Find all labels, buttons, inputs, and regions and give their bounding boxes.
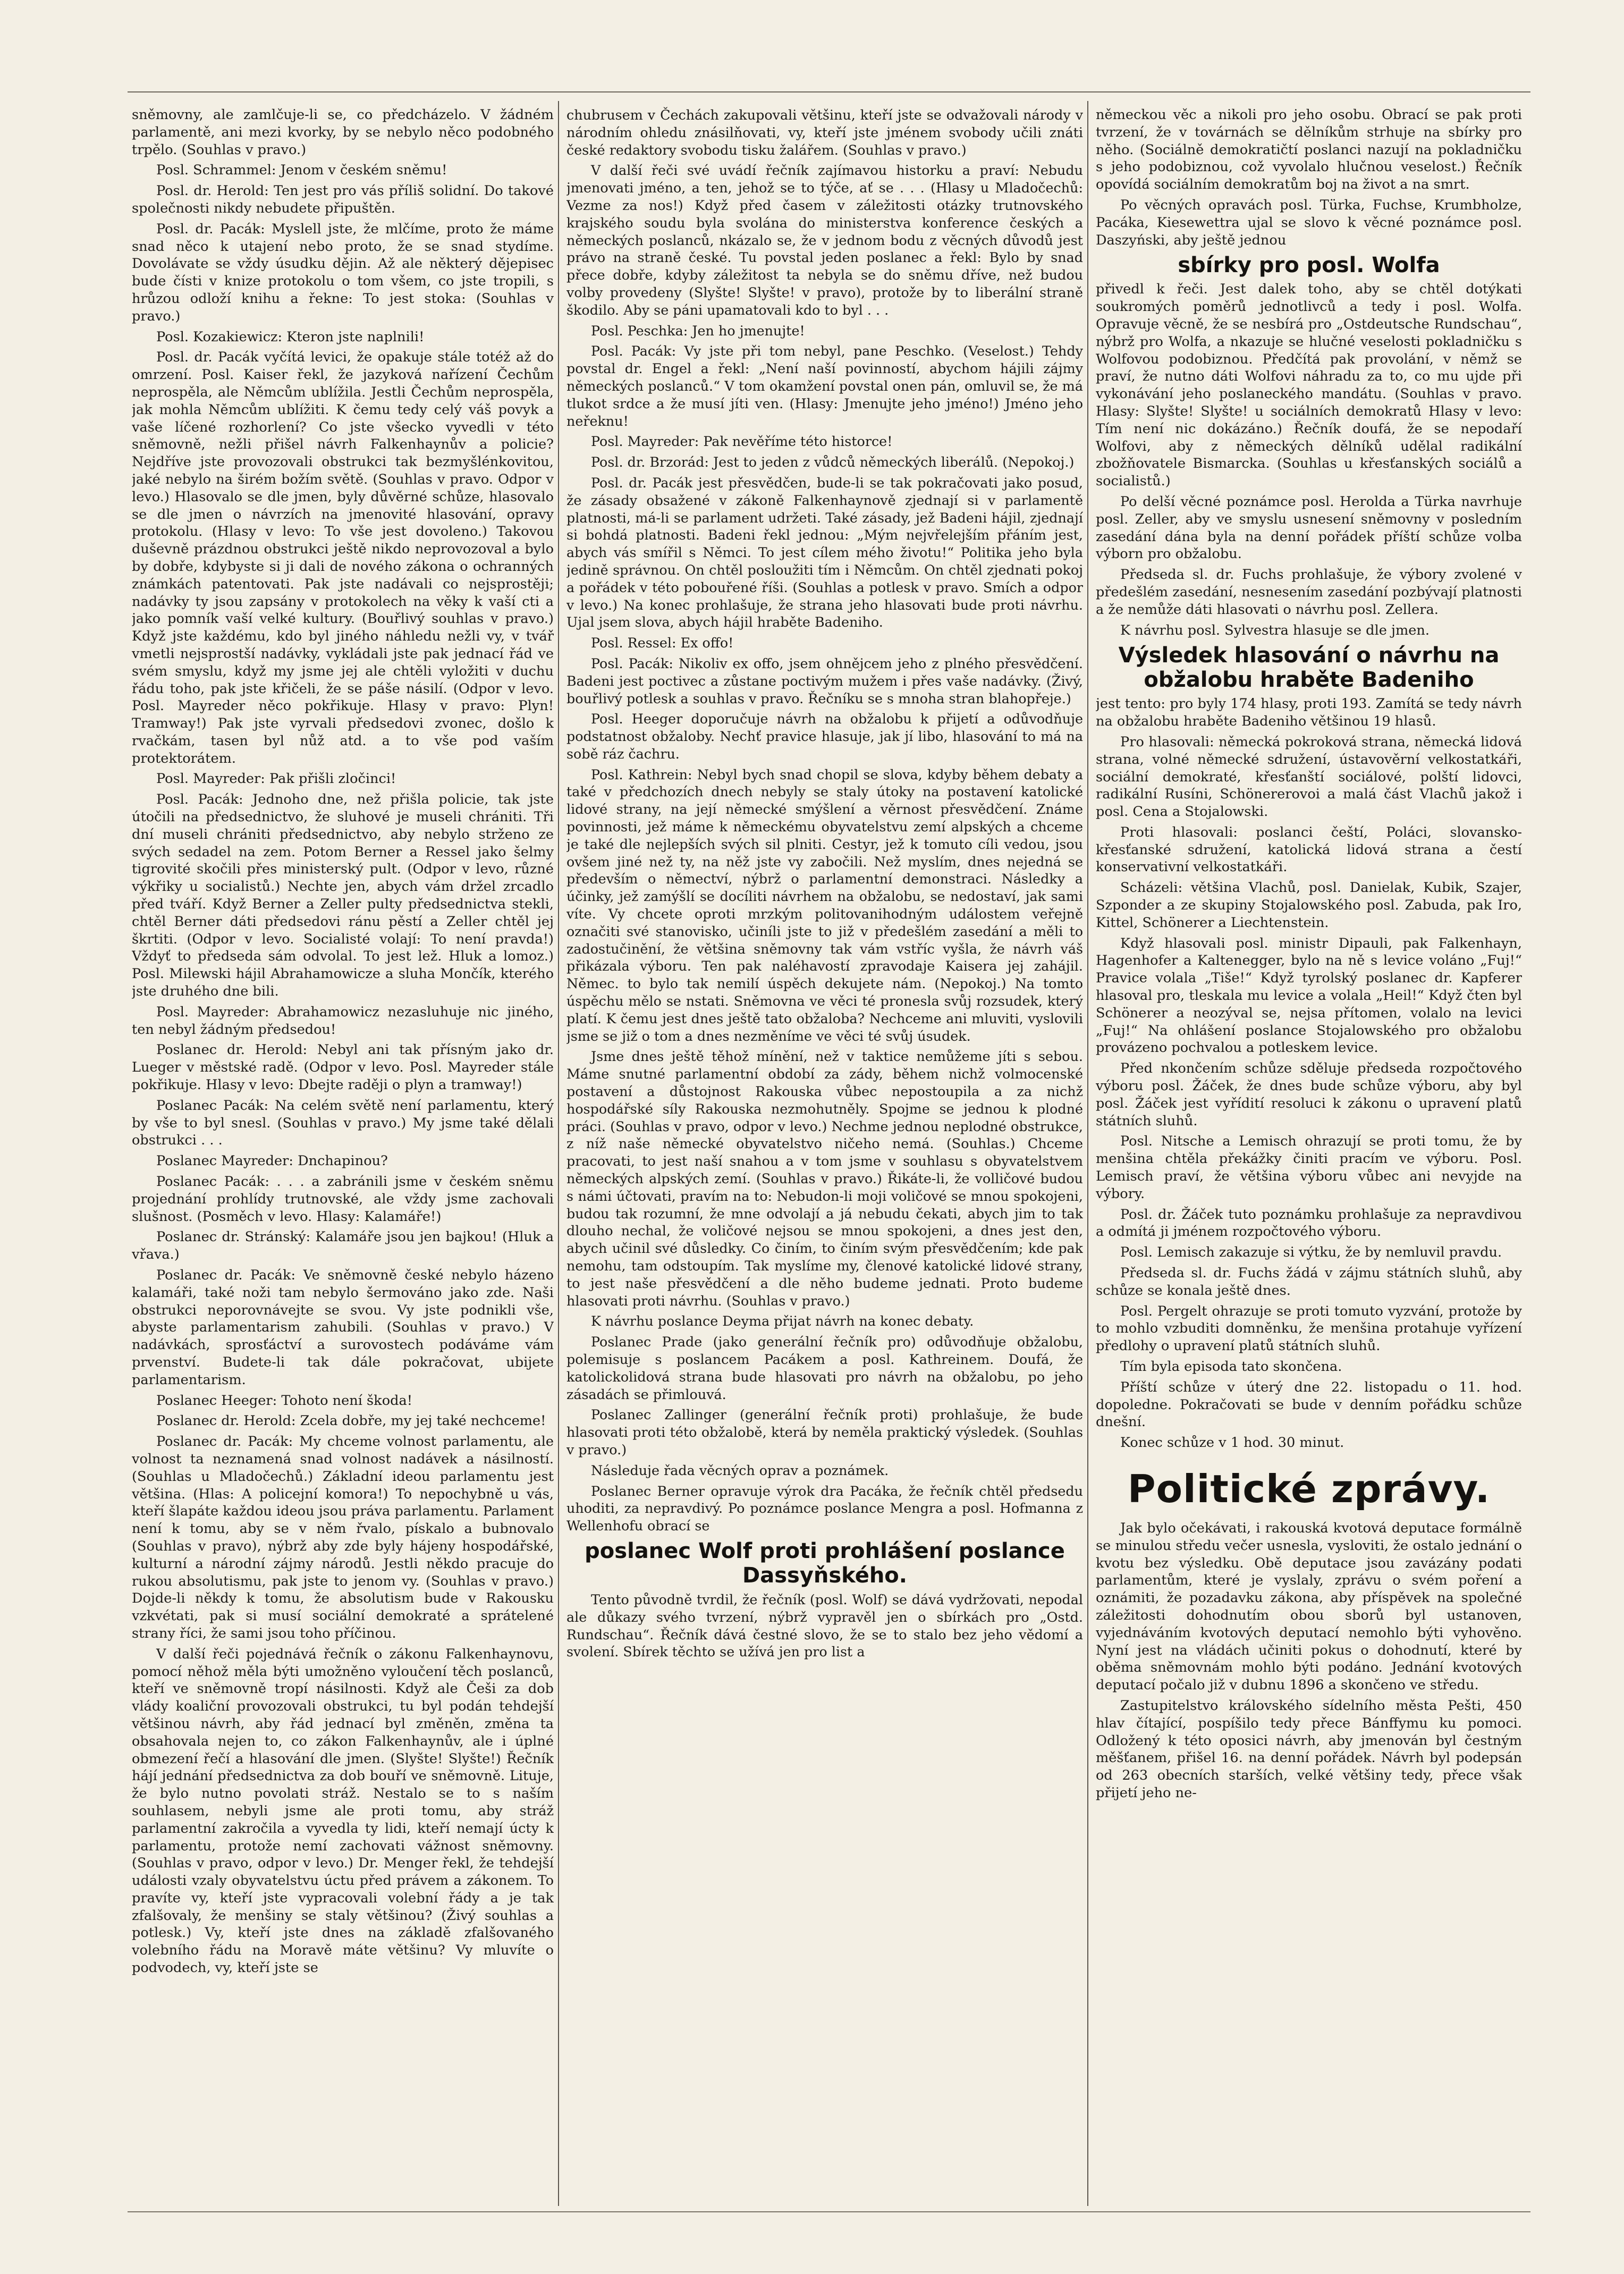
column-separator bbox=[558, 101, 559, 2206]
paragraph: Posl. Pacák: Jednoho dne, než přišla policie, tak jste útočili na předsednictvo, že sluhové je museli chrániti. Tři dní museli chrániti předsednictvo, aby nebylo strženo ze svých sedadel na zem. Potom Berner a Ressel jako šelmy tigrovité skočili přes ministerský pult. (Odpor v levo, různé výkřiky u socialistů.) Nechte jen, abych vám držel zrcadlo před tváří. Když Berner a Zeller pulty předsednictva stekli, chtěl Berner dáti předsedovi ránu pěstí a Zeller chtěl jej škrtiti. (Odpor v levo. Socialisté volají: To není pravda!) Vždyť to předseda sám odvolal. To jest lež. Hluk a lomoz.) Posl. Milewski hájil Abrahamowicze a sluha Mončík, kterého jste druhého dne bili. bbox=[132, 791, 554, 1000]
paragraph: Poslanec Pacák: . . . a zabránili jsme v českém sněmu projednání prohlídy trutnovské, ale vždy jsme zachovali slušnost. (Posměch v levo. Hlasy: Kalamáře!) bbox=[132, 1174, 554, 1225]
paragraph: jest tento: pro byly 174 hlasy, proti 193. Zamítá se tedy návrh na obžalobu hraběte Badeniho většinou 19 hlasů. bbox=[1096, 696, 1522, 730]
paragraph: K návrhu poslance Deyma přijat návrh na konec debaty. bbox=[591, 1313, 974, 1329]
paragraph: Posl. dr. Pacák: Myslell jste, že mlčíme, proto že máme snad něco k utajení nebo proto, že se snad stydíme. Dovolávate se vždy úsudku dějin. Až ale některý dějepisec bude čísti v knize protokolu o tom všem, co jste tropili, s hrůzou odloží knihu a řekne: To jest stoka: (Souhlas v pravo.) bbox=[132, 221, 554, 324]
paragraph: Posl. Pacák: Nikoliv ex offo, jsem ohnějcem jeho z plného přesvědčení. Badeni jest poctivec a zůstane poctivým mužem i přes vaše nadávky. (Živý, bouřlivý potlesk a souhlas v pravo. Řečníku se s mnoha stran blahopřeje.) bbox=[566, 655, 1083, 706]
paragraph: Poslanec Berner opravuje výrok dra Pacáka, že řečník chtěl předsedu uhoditi, za nepravdivý. Po poznámce poslance Mengra a posl. Hofmanna z Wellenhofu obrací se bbox=[566, 1483, 1083, 1534]
section-heading: Výsledek hlasování o návrhu na obžalobu hraběte Badeniho bbox=[1118, 643, 1500, 693]
paragraph: Posl. Heeger doporučuje návrh na obžalobu k přijetí a odůvodňuje podstatnost obžaloby. Nechť pravice hlasuje, jak jí libo, hlasování to má na sobě ráz čachru. bbox=[566, 711, 1083, 762]
paragraph: Následuje řada věcných oprav a poznámek. bbox=[591, 1462, 889, 1478]
paragraph: Jsme dnes ještě těhož mínění, než v taktice nemůžeme jíti s sebou. Máme snutné parlamentní období za zády, během nichž volmocenské postavení a důstojnost Rakouska vůbec nepostoupila a za nichž hospodářské síly Rakouska nezmohutněly. Spojme se jednou k plodné práci. (Souhlas v pravo, odpor v levo.) Nechme jednou neplodné obstrukce, z níž naše německé obyvatelstvo ničeho nemá. (Souhlas.) Chceme pracovati, to jest naší snahou a v tom jsme v souhlasu s obyvatelstvem německých alpských zemí. (Souhlas v pravo.) Řikáte-li, že volličové budou s námi účtovati, pravím na to: Nebudon-li moji voličové se mnou spokojeni, budou tak rozumní, že mne odvolají a já nebudu čekati, abych jim to tak dlouho nechal, že voličové nejsou se mnou spokojeni, a dnes jest den, abych učinil své důsledky. Co činím, to činím svým přesvědčením; kde pak nemohu, tam odstoupím. Tak myslíme my, členové katolické lidové strany, to jest naše přesvědčení a dle něho budeme jednati. Proto budeme hlasovati proti návrhu. (Souhlas v pravo.) bbox=[566, 1048, 1083, 1309]
paragraph: Po delší věcné poznámce posl. Herolda a Türka navrhuje posl. Zeller, aby ve smyslu usnesení sněmovny v posledním zasedání dána byla na denní pořádek příští schůze volba výborn pro obžalobu. bbox=[1096, 493, 1522, 562]
paragraph: Posl. Mayreder: Abrahamowicz nezasluhuje nic jiného, ten nebyl žádným předsedou! bbox=[132, 1004, 554, 1038]
paragraph: Posl. dr. Pacák vyčítá levici, že opakuje stále totéž až do omrzení. Posl. Kaiser řekl, že jazyková nařízení Čechům neprospěla, ale Němcům ublížila. Jestli Čechům neprospěla, jak mohla Němcům ublížiti. K čemu tedy celý váš povyk a vaše líčené rozhorlení? Co jste všecko vyvedli v této sněmovně, nežli přišel návrh Falkenhaynův a policie? Nejdříve jste provozovali obstrukci tak bezmyšlénkovitou, jaké nebylo na širém božím světě. (Souhlas v pravo. Odpor v levo.) Hlasovalo se dle jmen, byly důvěrné schůze, hlasovalo se dle jmen o návrzích na jmenovité hlasování, opravy protokolu. (Hlasy v levo: To vše jest dovoleno.) Takovou duševně prázdnou obstrukci ještě nikdo neprovozoval a bylo by dobře, kdybyste si ji dali de nového zákona o ochranných známkách patentovati. Pak jste nadávali co nejsprostěji; nadávky ty jsou zapsány v protokolech na věky k vaší cti a jako pomník vaší velké kultury. (Bouřlivý souhlas v pravo.) Když jste každému, kdo byl jiného náhledu nežli vy, v tvář vmetli nejsprostší nadávky, vykládali jste pak jednací řád ve svém smyslu, když my jsme jej ale chtěli vyložiti v duchu řádu toho, pak jste křičeli, že se páše násilí. (Odpor v levo. Posl. Mayreder něco pokřikuje. Hlasy v pravo: Plyn! Tramway!) Pak jste vyrvali předsedovi zvonec, došlo k rvačkám, tasen byl nůž atd. a to vše pod vaším protektorátem. bbox=[132, 349, 554, 767]
paragraph: německou věc a nikoli pro jeho osobu. Obrací se pak proti tvrzení, že v továrnách se dělníkům strhuje na sbírky pro něho. (Sociálně demokratičtí poslanci nazují na pokladničku s jeho podobiznou, což vyvolalo hlučnou veselost.) Řečník opovídá sociálním demokratům boj na život a na smrt. bbox=[1096, 107, 1522, 193]
paragraph: Po věcných opravách posl. Türka, Fuchse, Krumbholze, Pacáka, Kiesewettra ujal se slovo k věcné poznámce posl. Daszyński, aby ještě jednou bbox=[1096, 197, 1522, 248]
paragraph: Předseda sl. dr. Fuchs prohlašuje, že výbory zvolené v předešlém zasedání, nesnesením zasedání pozbývají platnosti a že nemůže dáti hlasovati o návrhu posl. Zellera. bbox=[1096, 567, 1522, 618]
paragraph: V další řeči své uvádí řečník zajímavou historku a praví: Nebudu jmenovati jméno, a ten, jehož se to týče, ať se . . . (Hlasy u Mladočechů: Vezme za nos!) Když před časem v záležitosti otázky trutnovského krajského soudu byla svolána do ministerstva konference českých a německých poslanců, nkázalo se, že v jednom bodu z věcných důvodů jest právo na straně české. Tu povstal jeden poslanec a řekl: Bylo by snad přece dobře, kdyby záležitost ta nebyla se do sněmu dříve, než budou volby provedeny (Slyšte! Slyšte! v pravo), protože by to liberální straně škodilo. Aby se páni upamatovali kdo to byl . . . bbox=[566, 162, 1083, 318]
paragraph: Posl. Lemisch zakazuje si výtku, že by nemluvil pravdu. bbox=[1120, 1244, 1502, 1261]
column-3 bbox=[1096, 106, 1522, 2201]
paragraph: Posl. dr. Herold: Ten jest pro vás příliš solidní. Do takové společnosti nikdy nebudete připuštěn. bbox=[132, 183, 554, 216]
paragraph: Pro hlasovali: německá pokroková strana, německá lidová strana, volné německé sdružení, ústavověrní velkostatkáři, sociální demokraté, křesťanští sociálové, polští lidovci, radikální Rusíni, Schönererovoi a malá část Vlachů jakož i posl. Cena a Stojalowski. bbox=[1096, 734, 1522, 820]
paragraph: Posl. Kozakiewicz: Kteron jste naplnili! bbox=[156, 329, 425, 345]
paragraph: sněmovny, ale zamlčuje-li se, co předcházelo. V žádném parlamentě, ani mezi kvorky, by se nebylo něco podobného trpělo. (Souhlas v pravo.) bbox=[132, 107, 554, 158]
paragraph: Posl. Kathrein: Nebyl bych snad chopil se slova, kdyby během debaty a také v předchozích dnech nebyly se staly útoky na postavení katolické lidové strany, na její německé smýšlení a věrnost přesvědčení. Známe povinnosti, jež máme k německému obyvatelstvu zemí alpských a chceme je také dle nejlepších svých sil plniti. Cestyr, jež k tomuto cíli vedou, jsou ovšem jiné než ty, na něž jste vy zabočili. Než myslím, dnes nejedná se především o němectví, nýbrž o parlamentní demonstraci. Následky a účinky, jež zamýšlí se docíliti návrhem na obžalobu, se nedostaví, jak sami víte. Vy chcete oproti mrzkým politovanihodným událostem veřejně označiti své stanovisko, učiníli jste to již v předešlém zasedání a měli to zadostučinění, že většina sněmovny tak vám vstříc vyšla, že návrh váš přikázala výboru. Ten pak naléhavostí zpravodaje Kaisera jej zahájil. Němec. to bylo tak nemilí úspěch dekujete nám. (Nepokoj.) Na tomto úspěchu mělo se nstati. Sněmovna ve věci té pronesla svůj rozsudek, který platí. K čemu jest dnes ještě tato obžaloba? Nechceme ani mluviti, vyslovili jsme se již o tom a dnes nezměníme ve věci té svůj úsudek. bbox=[566, 766, 1083, 1044]
paragraph: chubrusem v Čechách zakupovali většinu, kteří jste se odvažovali národy v národním ohledu znásilňovati, vy, kteří jste jménem svobody učili znáti české redaktory svobodu tisku žalářem. (Souhlas v pravo.) bbox=[566, 107, 1083, 158]
paragraph: Posl. Schrammel: Jenom v českém sněmu! bbox=[156, 162, 447, 179]
paragraph: Jak bylo očekávati, i rakouská kvotová deputace formálně se minulou středu večer usnesla, vysloviti, že ostalo jednání o kvotu bez výsledku. Obě deputace jsou zavázány podati parlamentům, které je vyslaly, zprávu o svém poření a oznámiti, že pozadavku zákona, aby příspěvek na společné záležitosti dohodnutím obou sborů byl ustanoven, vyjednáváním kvotových deputací nemohlo býti vyhověno. Nyní jest na vládách učiniti pokus o dohodnutí, které by oběma sněmovnám mohlo býti podáno. Jednání kvotových deputací počalo již v dubnu 1896 a skončeno ve středu. bbox=[1096, 1520, 1522, 1694]
top-rule bbox=[128, 91, 1530, 92]
paragraph: Konec schůze v 1 hod. 30 minut. bbox=[1120, 1435, 1344, 1451]
paragraph: Poslanec dr. Herold: Zcela dobře, my jej také nechceme! bbox=[156, 1413, 546, 1429]
paragraph: Proti hlasovali: poslanci čeští, Poláci, slovansko-křesťanské sdružení, katolická lidová strana a čestí konservativní velkostatkáři. bbox=[1096, 824, 1522, 875]
paragraph: Poslanec Prade (jako generální řečník pro) odůvodňuje obžalobu, polemisuje s poslancem Pacákem a posl. Kathreinem. Doufá, že katolickolidová strana bude hlasovati pro návrh na obžalobu, po jeho zásadách se přimlouvá. bbox=[566, 1334, 1083, 1402]
paragraph: Poslanec Heeger: Tohoto není škoda! bbox=[156, 1392, 413, 1409]
paragraph: Tím byla episoda tato skončena. bbox=[1120, 1359, 1342, 1375]
paragraph: Poslanec Mayreder: Dnchapinou? bbox=[156, 1153, 388, 1169]
paragraph: Posl. Ressel: Ex offo! bbox=[591, 635, 734, 651]
section-heading: poslanec Wolf proti prohlášení poslance Dassyňského. bbox=[585, 1538, 1065, 1588]
paragraph: Zastupitelstvo královského sídelního města Pešti, 450 hlav čítající, pospíšilo tedy přece Bánffymu ku pomoci. Odložený k této oposici návrh, aby jmenován byl čestným měšťanem, přišel 16. na denní pořádek. Návrh byl podepsán od 263 obecních starších, velké většiny tedy, přece však přijetí jeho ne- bbox=[1096, 1697, 1522, 1801]
paragraph: přivedl k řeči. Jest dalek toho, aby se chtěl dotýkati soukromých poměrů jednotlivců a tedy i posl. Wolfa. Opravuje věcně, že se nesbírá pro „Ostdeutsche Rundschau“, nýbrž pro Wolfa, a nkazuje se hlučné veselosti pokladničku s Wolfovou podobiznou. Předčítá pak provolání, v němž se praví, že nutno dáti Wolfovi náhradu za to, co mu ujde při vykonávání jeho poslaneckého mandátu. (Souhlas v pravo. Hlasy: Slyšte! Slyšte! u sociálních demokratů Hlasy v levo: Tím není nic dokázáno.) Řečník doufá, že se nepodaří Wolfovi, aby z německých dělníků udělal radikální zbožňovatele Bismarcka. (Souhlas u křesťanských sociálů a socialistů.) bbox=[1096, 281, 1522, 490]
paragraph: Posl. Peschka: Jen ho jmenujte! bbox=[591, 322, 805, 339]
paragraph: Poslanec dr. Herold: Nebyl ani tak přísným jako dr. Lueger v městské radě. (Odpor v levo. Posl. Mayreder stále pokřikuje. Hlasy v levo: Dbejte raději o plyn a tramway!) bbox=[132, 1042, 554, 1093]
paragraph: Posl. dr. Pacák jest přesvědčen, bude-li se tak pokračovati jako posud, že zásady obsažené v zákoně Falkenhaynově zjednají si v parlamentě platnosti, má-li se parlament udržeti. Také zásady, jež Badeni hájil, zjednají si bohdá platnosti. Badeni řekl jednou: „Mým nejvřelejším přáním jest, abych vás smířil s Němci. To jest cílem mého životu!“ Politika jeho byla jedině správnou. On chtěl posloužiti tím i Němcům. On chtěl zjednati pokoj a pořádek v této pobouřené říši. (Souhlas a potlesk v pravo. Smích a odpor v levo.) Na konec prohlašuje, že strana jeho hlasovati bude proti návrhu. Ujal jsem slova, abych hájil hraběte Badeniho. bbox=[566, 474, 1083, 630]
paragraph: Posl. Pacák: Vy jste při tom nebyl, pane Peschko. (Veselost.) Tehdy povstal dr. Engel a řekl: „Není naší povinností, abychom hájili zájmy německých poslanců.“ V tom okamžení povstal onen pán, omluvil se, že má tlukot srdce a že musí jíti ven. (Hlasy: Jmenujte jeho jméno!) Jméno jeho neřeknu! bbox=[566, 343, 1083, 429]
paragraph: Poslanec dr. Pacák: My chceme volnost parlamentu, ale volnost ta neznamená snad volnost nadávek a násilností. (Souhlas u Mladočechů.) Základní ideou parlamentu jest většina. (Hlas: A policejní komora!) To nepochybně u vás, kteří šlapáte každou ideou jsou práva parlamentu. Parlament není k tomu, aby se v něm řvalo, pískalo a bubnovalo (Souhlas v pravo), nýbrž aby zde byly hájeny hospodářské, kulturní a národní zájmy národů. Jestli někdo pracuje do rukou absolutismu, pak jste to jenom vy. (Souhlas v pravo.) Dojde-li někdy k tomu, že absolutism bude v Rakousku vzkvétati, pak si musí sociální demokraté a sprátelené strany říci, že sami jsou toho příčinou. bbox=[132, 1434, 554, 1641]
paragraph: Příští schůze v úterý dne 22. listopadu o 11. hod. dopoledne. Pokračovati se bude v denním pořádku schůze dnešní. bbox=[1096, 1379, 1522, 1430]
section-heading: sbírky pro posl. Wolfa bbox=[1178, 253, 1440, 278]
paragraph: Posl. dr. Žáček tuto poznámku prohlašuje za nepravdivou a odmítá ji jménem rozpočtového výboru. bbox=[1096, 1206, 1522, 1240]
paragraph: Poslanec dr. Pacák: Ve sněmovně české nebylo házeno kalamáři, také noži tam nebylo šermováno jako zde. Naši obstrukci neporovnávejte se svou. Vy jste podnikli vše, abyste parlamentarism zahubili. (Souhlas v pravo.) V nadávkách, sprosťáctví a surovostech podáváme vám prvenství. Budete-li tak dále pokračovat, ubijete parlamentarism. bbox=[132, 1267, 554, 1388]
paragraph: Scházeli: většina Vlachů, posl. Danielak, Kubik, Szajer, Szponder a ze skupiny Stojalowského posl. Zabuda, pak Iro, Kittel, Schönerer a Liechtenstein. bbox=[1096, 880, 1522, 931]
paragraph: Poslanec dr. Stránský: Kalamáře jsou jen bajkou! (Hluk a vřava.) bbox=[132, 1229, 554, 1263]
paragraph: Posl. Mayreder: Pak přišli zločinci! bbox=[156, 771, 396, 787]
bottom-rule bbox=[128, 2211, 1530, 2212]
paragraph: Poslanec Zallinger (generální řečník proti) prohlašuje, že bude hlasovati proti této obžalobě, která by neměla praktický výsledek. (Souhlas v pravo.) bbox=[566, 1406, 1083, 1458]
paragraph: Před nkončením schůze sděluje předseda rozpočtového výboru posl. Žáček, že dnes bude schůze výboru, aby byl posl. Žáček jest vyřídití resoluci k zákonu o upravení platů státních sluhů. bbox=[1096, 1060, 1522, 1129]
paragraph: Posl. Mayreder: Pak nevěříme této historce! bbox=[591, 433, 893, 450]
column-separator bbox=[1087, 101, 1088, 2206]
column-2 bbox=[566, 106, 1083, 2201]
paragraph: Posl. Pergelt ohrazuje se proti tomuto vyzvání, protože by to mohlo vzbuditi domněnku, že menšina protahuje vyřízení předlohy o upravení platů státních sluhů. bbox=[1096, 1303, 1522, 1354]
paragraph: Tento původně tvrdil, že řečník (posl. Wolf) se dává vydržovati, nepodal ale důkazy svého tvrzení, nýbrž vypravěl jen o sbírkách pro „Ostd. Rundschau“. Řečník dává čestné slovo, že se to stalo bez jeho vědomí a svolení. Sbírek těchto se užívá jen pro list a bbox=[566, 1591, 1083, 1660]
paragraph: V další řeči pojednává řečník o zákonu Falkenhaynovu, pomocí něhož měla býti umožněno vyloučení těch poslanců, kteří ve sněmovně tropí násilnosti. Když ale Češi za dob vlády koaliční provozovali obstrukci, tu byl podán tehdejší většinou návrh, aby řád jednací byl změněn, změna ta obsahovala nejen to, co zákon Falkenhaynův, ale i úplné obmezení řečí a hlasování dle jmen. (Slyšte! Slyšte!) Řečník hájí jednání předsednictva za dob bouří ve sněmovně. Lituje, že bylo nutno povolati stráž. Nestalo se to s naším souhlasem, nebyli jsme ale proti tomu, aby stráž parlamentní zakročila a vyvedla ty lidi, kteří nemají úcty k parlamentu, protože nemí zachovati vážnost sněmovny. (Souhlas v pravo, odpor v levo.) Dr. Menger řekl, že tehdejší události vzaly obyvatelstvu úctu před právem a zákonem. To pravíte vy, kteří jste vypracovali volební řády a je tak zfalšovaly, že menšiny se staly většinou? (Živý souhlas a potlesk.) Vy, kteří jste dnes na základě zfalšovaného volebního řádu na Moravě máte většinu? Vy mluvíte o podvodech, vy, kteří jste se bbox=[132, 1646, 554, 1976]
paragraph: Poslanec Pacák: Na celém světě není parlamentu, který by vše to byl snesl. (Souhlas v pravo.) My jsme také dělali obstrukci . . . bbox=[132, 1097, 554, 1149]
paragraph: Posl. dr. Brzorád: Jest to jeden z vůdců německých liberálů. (Nepokoj.) bbox=[591, 454, 1075, 470]
paragraph: Posl. Nitsche a Lemisch ohrazují se proti tomu, že by menšina chtěla překážky činiti pracím ve výboru. Posl. Lemisch praví, že většina výboru vůbec ani nevyjde na výbory. bbox=[1096, 1133, 1522, 1202]
column-1 bbox=[132, 106, 554, 2201]
section-title: Politické zprávy. bbox=[1127, 1466, 1491, 1511]
paragraph: Předseda sl. dr. Fuchs žádá v zájmu státních sluhů, aby schůze se konala ještě dnes. bbox=[1096, 1265, 1522, 1299]
paragraph: K návrhu posl. Sylvestra hlasuje se dle jmen. bbox=[1120, 622, 1430, 638]
paragraph: Když hlasovali posl. ministr Dipauli, pak Falkenhayn, Hagenhofer a Kaltenegger, bylo na ně s levice voláno „Fuj!“ Pravice volala „Tiše!“ Když tyrolský poslanec dr. Kapferer hlasoval pro, tleskala mu levice a volala „Heil!“ Když čten byl Schönerer a neozýval se, nejsa přítomen, volalo na levici „Fuj!“ Na ohlášení poslance Stojalowského pro obžalobu provázeno pochvalou a potleskem levice. bbox=[1096, 935, 1522, 1056]
